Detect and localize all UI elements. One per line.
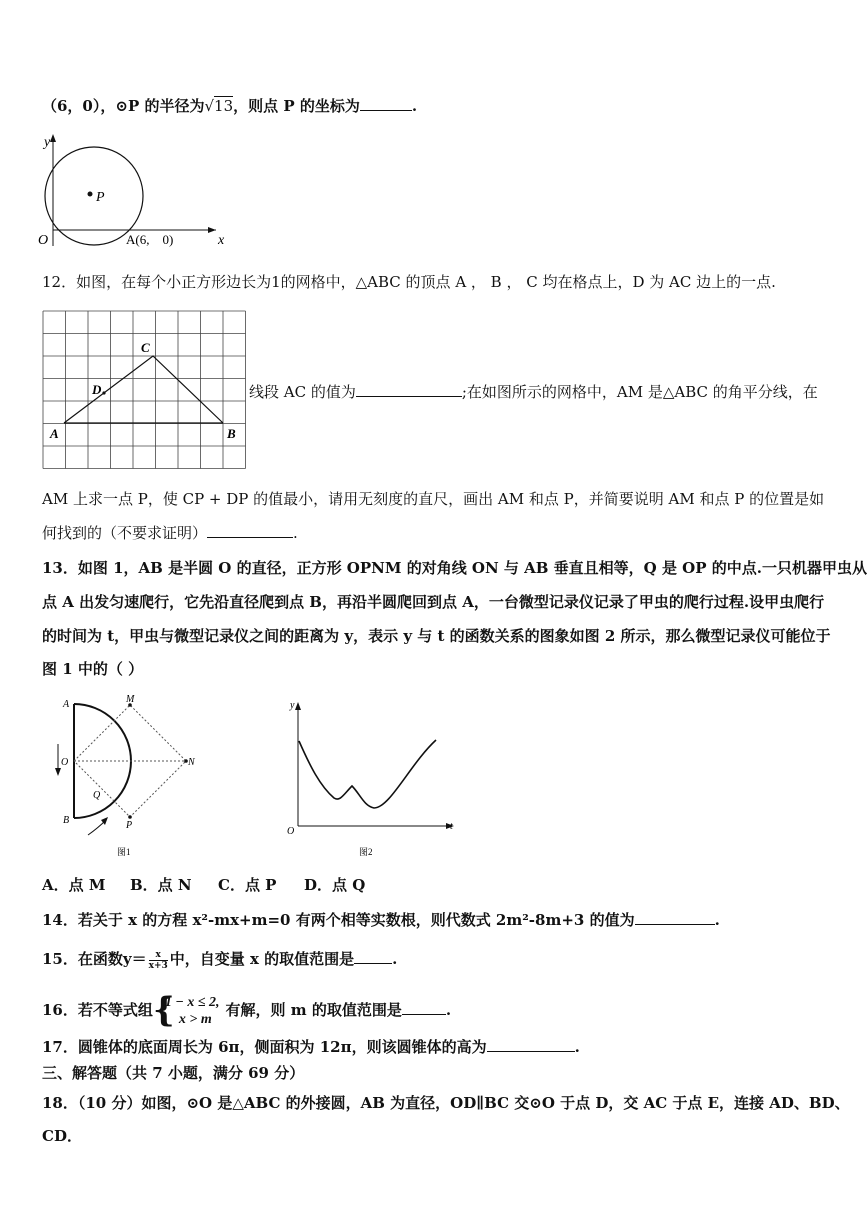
fig13-b-label: B	[63, 815, 70, 826]
fig13-q-label: Q	[93, 790, 101, 801]
circle-symbol: ⊙	[115, 97, 128, 115]
q11-text-a: （6，0），	[42, 97, 116, 115]
figure-11-circle	[38, 128, 238, 248]
fig12-b-label: B	[227, 426, 236, 441]
figure-13-graph	[282, 694, 462, 860]
q16-answer-blank[interactable]	[402, 999, 446, 1015]
option-c[interactable]: C．点 P	[218, 876, 277, 894]
q13-line4: 图 1 中的（ ）	[42, 660, 144, 678]
fraction: $\frac{x}{x+3}$	[148, 949, 168, 971]
fig13-m-label: M	[126, 694, 135, 705]
fig12-a-label: A	[50, 426, 59, 441]
q11-text-b: P 的半径为	[127, 97, 205, 115]
q14-line: 14．若关于 x 的方程 x²-mx+m=0 有两个相等实数根，则代数式 2m²-8m+3 的值为 .	[42, 911, 720, 929]
fig13-o-label: O	[61, 757, 69, 768]
option-a[interactable]: A．点 M	[42, 876, 106, 894]
fig11-a-label: A(6, 0)	[126, 232, 174, 247]
option-b[interactable]: B．点 N	[130, 876, 192, 894]
q12-side-text: 线段 AC 的值为 ;在如图所示的网格中，AM 是△ABC 的角平分线，在	[249, 383, 818, 401]
q15-answer-blank[interactable]	[354, 948, 392, 964]
q15-line: 15．在函数y＝ $\frac{x}{x+3}$ 中，自变量 x 的取值范围是 .	[42, 949, 398, 971]
fig13-a-label: A	[63, 699, 70, 710]
q18-line1: 18．（10 分）如图，⊙O 是△ABC 的外接圆，AB 为直径，OD∥BC 交⊙O 于点 D，交 AC 于点 E，连接 AD、BD、	[42, 1094, 850, 1112]
fig11-y-label: y	[44, 135, 51, 150]
q18-line2: CD．	[42, 1127, 82, 1145]
option-d[interactable]: D．点 Q	[304, 876, 366, 894]
sqrt-value: 13	[214, 97, 234, 115]
fig13-n-label: N	[188, 757, 195, 768]
fig13b-caption: 图2	[359, 847, 373, 857]
q16-line: 16．若不等式组 { 1 − x ≤ 2, x > m 有解，则 m 的取值范围是 .	[42, 990, 452, 1030]
fig12-c-label: C	[141, 340, 150, 355]
q11-answer-blank[interactable]	[360, 95, 412, 111]
fig12-d-label: D	[92, 382, 102, 397]
fig13b-t-label: t	[450, 821, 453, 832]
q12-line4: 何找到的（不要求证明） .	[42, 524, 298, 542]
sqrt-sign: √	[204, 97, 215, 115]
q12-answer-blank-2[interactable]	[207, 522, 293, 538]
section-heading: 三、解答题（共 7 小题，满分 69 分）	[42, 1064, 305, 1082]
fig11-p-label: P	[96, 190, 105, 205]
fig11-x-label: x	[218, 233, 225, 248]
q13-options	[42, 875, 365, 895]
figure-12-grid	[42, 310, 248, 472]
fig13-p-label: P	[126, 820, 133, 831]
q11-text-c: ，则点 P 的坐标为	[233, 97, 360, 115]
q13-line1: 13．如图 1，AB 是半圆 O 的直径，正方形 OPNM 的对角线 ON 与 AB 垂直且相等，Q 是 OP 的中点.一只机器甲虫从	[42, 559, 867, 577]
fig11-o-label: O	[38, 233, 49, 248]
q13-line2: 点 A 出发匀速爬行，它先沿直径爬到点 B，再沿半圆爬回到点 A，一台微型记录仪记录了甲虫的爬行过程.设甲虫爬行	[42, 593, 825, 611]
q12-line1: 12．如图，在每个小正方形边长为1的网格中，△ABC 的顶点 A ， B ， C 均在格点上，D 为 AC 边上的一点.	[42, 273, 776, 291]
q17-line: 17．圆锥体的底面周长为 6π，侧面积为 12π，则该圆锥体的高为 .	[42, 1038, 580, 1056]
q12-line3: AM 上求一点 P，使 CP + DP 的值最小，请用无刻度的直尺，画出 AM 和点 P，并简要说明 AM 和点 P 的位置是如	[42, 490, 825, 508]
fig13b-y-label: y	[290, 700, 295, 711]
q11-line: （6，0），⊙P 的半径为√13，则点 P 的坐标为 .	[42, 97, 418, 115]
q12-answer-blank-1[interactable]	[356, 381, 462, 397]
q14-answer-blank[interactable]	[635, 909, 715, 925]
fig13-caption: 图1	[117, 847, 131, 857]
q13-line3: 的时间为 t，甲虫与微型记录仪之间的距离为 y，表示 y 与 t 的函数关系的图象如图 2 所示，那么微型记录仪可能位于	[42, 627, 831, 645]
q17-answer-blank[interactable]	[487, 1036, 575, 1052]
fig13b-o-label: O	[287, 826, 295, 837]
inequality-system: { 1 − x ≤ 2, x > m	[152, 990, 220, 1030]
figure-13-semicircle	[40, 692, 210, 860]
